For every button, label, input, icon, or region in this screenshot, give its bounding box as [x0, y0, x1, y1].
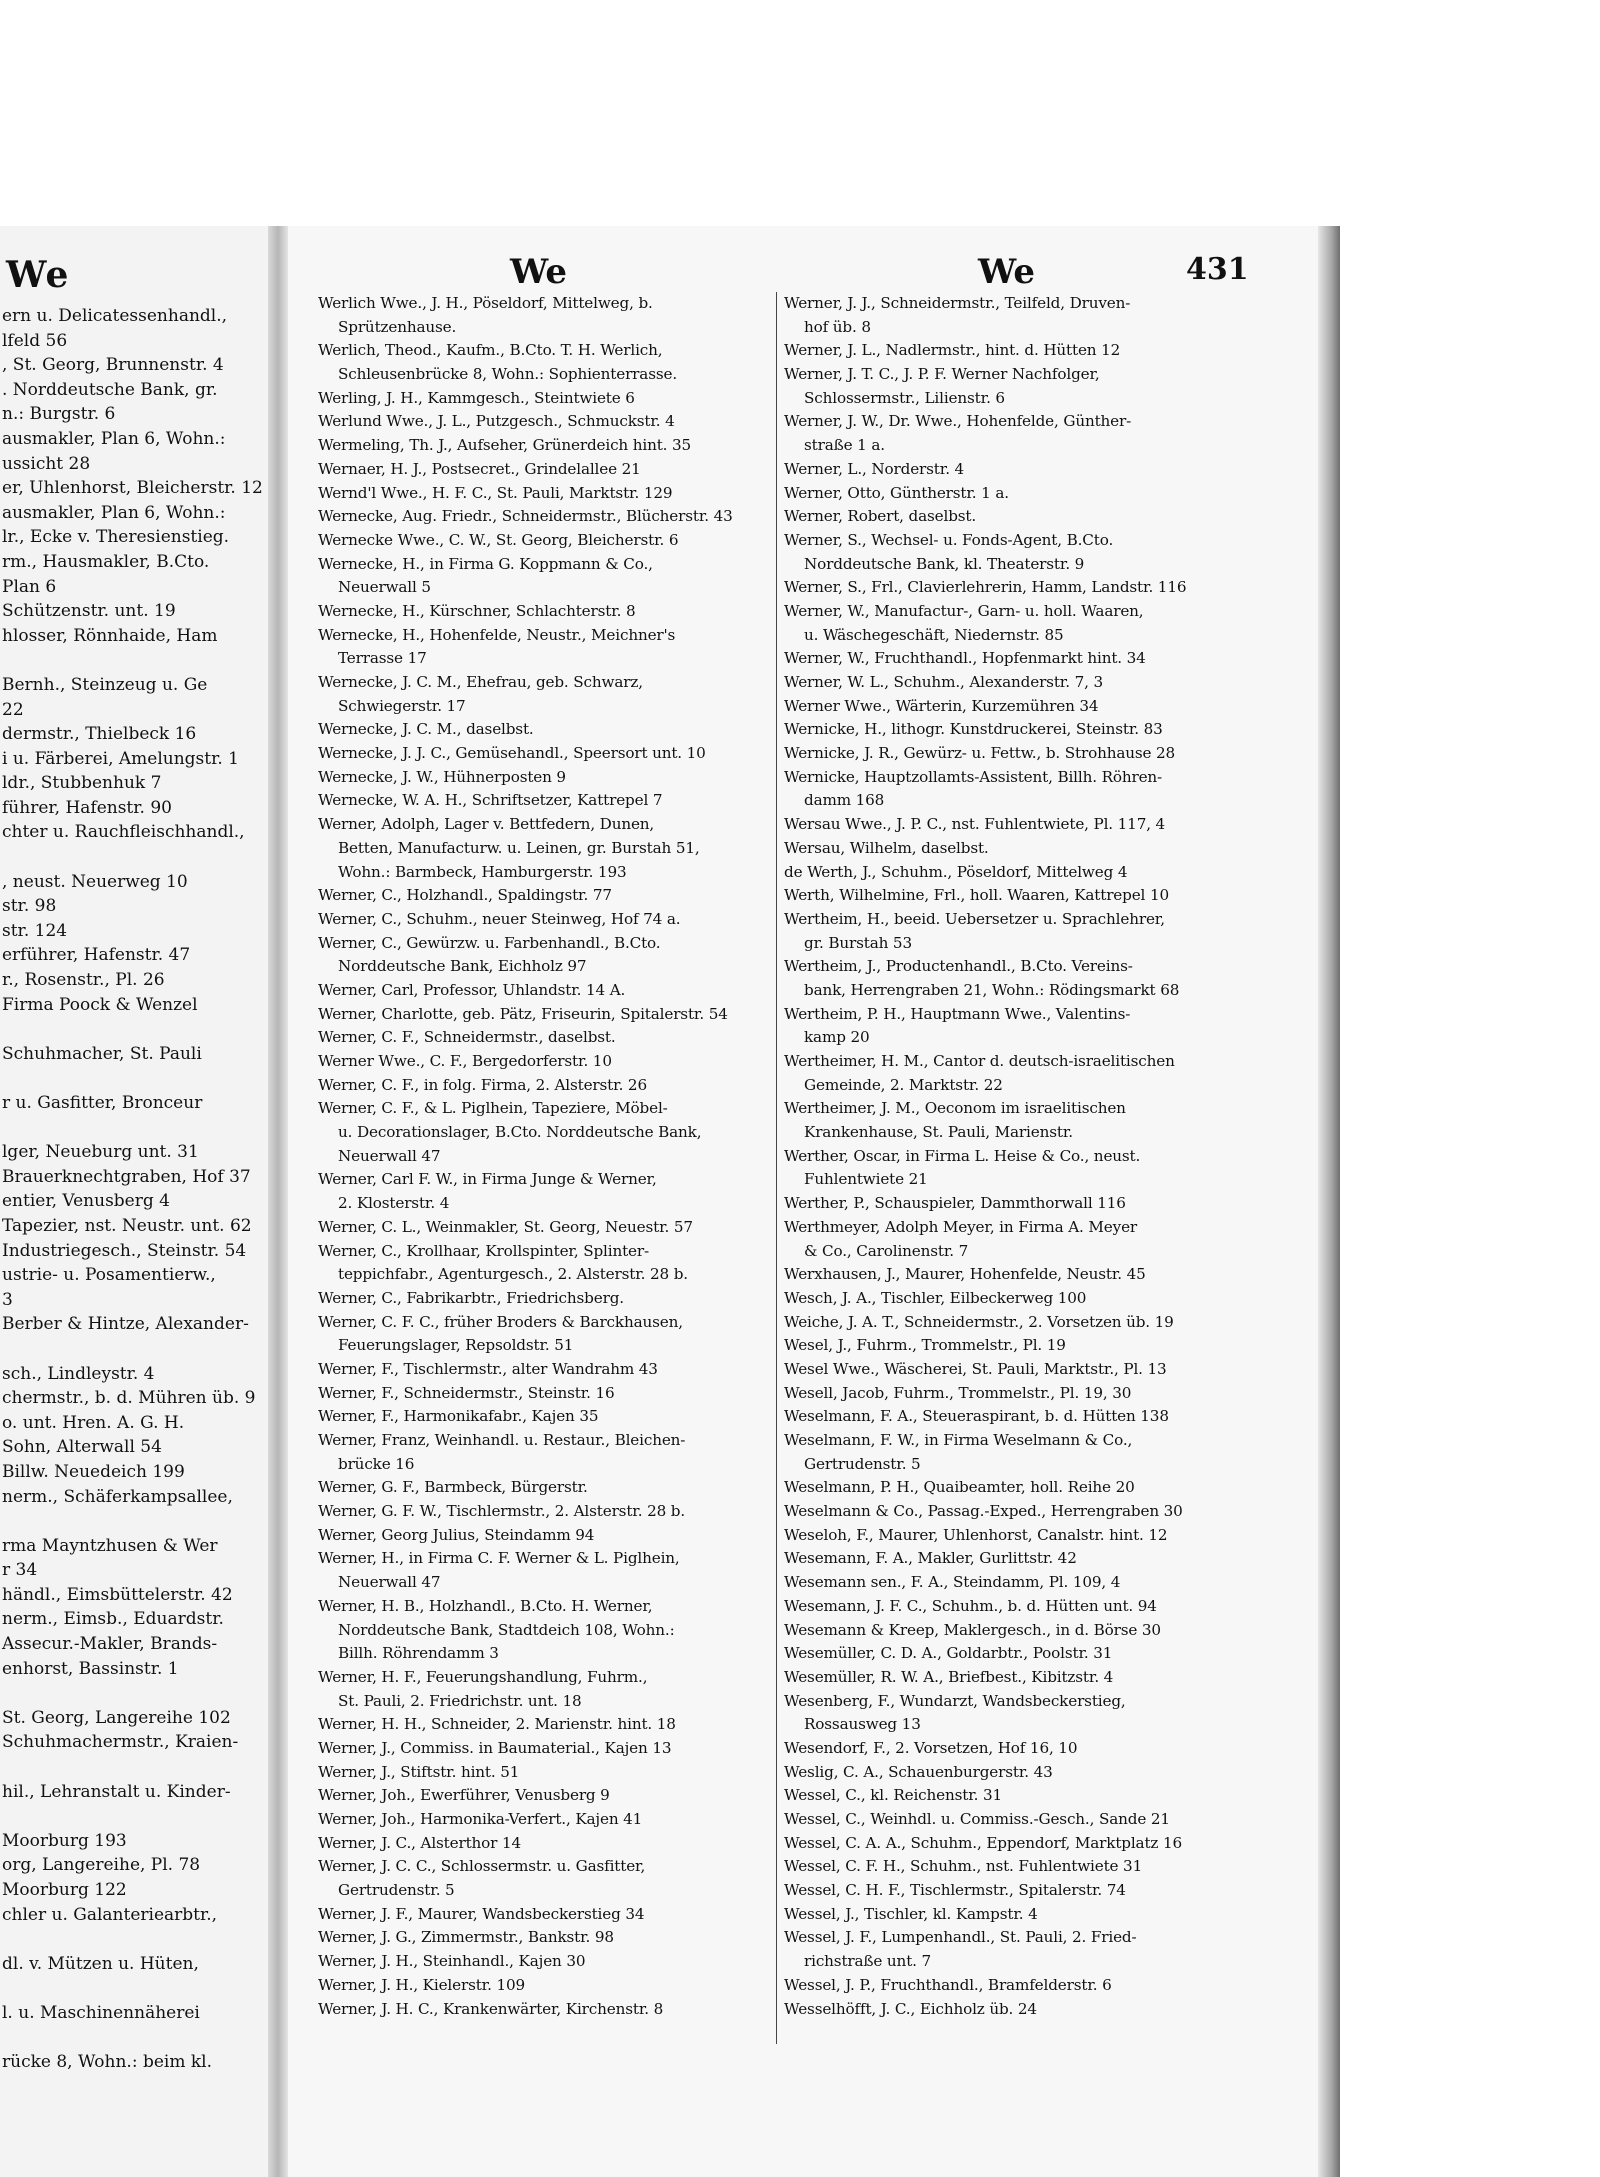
directory-entry-line: Werner, J. H., Kielerstr. 109 [318, 1975, 526, 1994]
directory-entry-line: Werner, J., Commiss. in Baumaterial., Kajen 13 [318, 1738, 672, 1757]
directory-entry-line: Wessel, J. F., Lumpenhandl., St. Pauli, 2. Fried- [784, 1928, 1137, 1947]
left-page-header: We [6, 254, 71, 296]
directory-entry-line: Gemeinde, 2. Marktstr. 22 [804, 1075, 1003, 1094]
left-page-line: r 34 [2, 1560, 38, 1581]
directory-entry-line: Werner, L., Norderstr. 4 [784, 459, 965, 478]
left-page-line: nerm., Eimsb., Eduardstr. [2, 1609, 224, 1630]
directory-entry-line: Weslig, C. A., Schauenburgerstr. 43 [784, 1762, 1053, 1781]
left-page-line: Billw. Neuedeich 199 [2, 1461, 185, 1482]
directory-entry-line: Werner, F., Schneidermstr., Steinstr. 16 [318, 1383, 615, 1402]
directory-entry-line: damm 168 [804, 791, 885, 810]
directory-entry-line: Wesemüller, C. D. A., Goldarbtr., Poolstr. 31 [784, 1644, 1113, 1663]
directory-entry-line: Werner, J. J., Schneidermstr., Teilfeld, Druven- [784, 294, 1131, 312]
directory-entry-line: Werner, C. F. C., früher Broders & Barckhausen, [318, 1312, 683, 1331]
directory-entry-line: Werner, J. T. C., J. P. F. Werner Nachfolger, [784, 365, 1100, 384]
directory-entry-line: Wertheimer, J. M., Oeconom im israelitischen [784, 1099, 1126, 1118]
directory-entry-line: Wertheim, H., beeid. Uebersetzer u. Sprachlehrer, [784, 909, 1165, 928]
directory-entry-line: Wessel, C., Weinhdl. u. Commiss.-Gesch., Sande 21 [784, 1810, 1170, 1828]
left-page-line: ussicht 28 [2, 453, 91, 474]
directory-entry-line: Neuerwall 47 [338, 1573, 441, 1592]
directory-entry-line: Feuerungslager, Repsoldstr. 51 [338, 1336, 574, 1355]
directory-entry-line: St. Pauli, 2. Friedrichstr. unt. 18 [338, 1691, 582, 1710]
left-page-line: 22 [2, 699, 24, 720]
directory-entry-line: Werner, Otto, Güntherstr. 1 a. [784, 483, 1009, 502]
left-page-line: , St. Georg, Brunnenstr. 4 [2, 355, 224, 376]
left-page-line [0, 845, 268, 870]
directory-entry-line: Wernicke, Hauptzollamts-Assistent, Billh. Röhren- [784, 767, 1163, 786]
book-gutter [268, 226, 288, 2177]
directory-entry-line: straße 1 a. [804, 436, 885, 455]
directory-entry-line: Werner, Robert, daselbst. [784, 507, 977, 526]
directory-entry-line: Werner Wwe., C. F., Bergedorferstr. 10 [318, 1052, 612, 1070]
left-page-line: Firma Poock & Wenzel [2, 994, 198, 1015]
left-page-line: ausmakler, Plan 6, Wohn.: [2, 428, 226, 449]
directory-entry-line: Werner, Adolph, Lager v. Bettfedern, Dunen, [318, 815, 655, 834]
directory-entry-line: Billh. Röhrendamm 3 [338, 1644, 499, 1663]
left-page-line: l. u. Maschinennäherei [2, 2002, 200, 2023]
left-page-line: hlosser, Rönnhaide, Ham [2, 625, 218, 646]
left-page-line: ern u. Delicatessenhandl., [2, 306, 228, 326]
directory-entry-line: Wernicke, J. R., Gewürz- u. Fettw., b. Strohhause 28 [784, 744, 1176, 763]
left-page-line [0, 1017, 268, 1042]
directory-entry-line: Wersau, Wilhelm, daselbst. [784, 838, 989, 857]
directory-entry-line: Werner, J. F., Maurer, Wandsbeckerstieg 34 [318, 1904, 645, 1923]
directory-entry-line: brücke 16 [338, 1454, 415, 1473]
directory-entry-line: richstraße unt. 7 [804, 1952, 932, 1971]
left-page-line [0, 1755, 268, 1780]
directory-entry-line: Werner, F., Harmonikafabr., Kajen 35 [318, 1407, 599, 1426]
directory-entry-line: Werner, C., Gewürzw. u. Farbenhandl., B.Cto. [318, 933, 661, 952]
left-page-line: erführer, Hafenstr. 47 [2, 945, 191, 966]
left-page-line: ldr., Stubbenhuk 7 [2, 773, 162, 794]
directory-entry-line: Weiche, J. A. T., Schneidermstr., 2. Vorsetzen üb. 19 [784, 1312, 1174, 1331]
directory-entry-line: Wernecke Wwe., C. W., St. Georg, Bleicherstr. 6 [318, 530, 679, 549]
directory-entry-line: Wernecke, J. J. C., Gemüsehandl., Speersort unt. 10 [318, 744, 706, 763]
left-page-line: chter u. Rauchfleischhandl., [2, 822, 245, 843]
left-page-line: St. Georg, Langereihe 102 [2, 1707, 231, 1728]
directory-entry-line: Wernicke, H., lithogr. Kunstdruckerei, Steinstr. 83 [784, 720, 1163, 739]
directory-entry-line: Werlich Wwe., J. H., Pöseldorf, Mittelweg, b. [318, 294, 653, 312]
left-page-line: Sohn, Alterwall 54 [2, 1437, 162, 1458]
directory-entry-line: Sprützenhause. [338, 317, 457, 336]
directory-entry-line: Wernd'l Wwe., H. F. C., St. Pauli, Marktstr. 129 [318, 483, 673, 502]
left-page-line: chler u. Galanteriearbtr., [2, 1904, 218, 1925]
directory-entry-line: Wernecke, Aug. Friedr., Schneidermstr., Blücherstr. 43 [318, 507, 733, 526]
left-page-line: chermstr., b. d. Mühren üb. 9 [2, 1388, 256, 1409]
directory-entry-line: Werth, Wilhelmine, Frl., holl. Waaren, Kattrepel 10 [784, 886, 1169, 905]
left-page-line: 3 [2, 1289, 13, 1310]
directory-entry-line: Wessel, C. F. H., Schuhm., nst. Fuhlentwiete 31 [784, 1857, 1143, 1876]
directory-column-right [784, 292, 1252, 2021]
directory-entry-line: Werlund Wwe., J. L., Putzgesch., Schmuckstr. 4 [318, 412, 675, 431]
directory-entry-line: Werner, H. B., Holzhandl., B.Cto. H. Werner, [318, 1596, 653, 1615]
directory-entry-line: Wernecke, H., Hohenfelde, Neustr., Meichner's [318, 625, 676, 644]
left-page-line: lr., Ecke v. Theresienstieg. [2, 527, 230, 548]
directory-entry-line: Wersau Wwe., J. P. C., nst. Fuhlentwiete, Pl. 117, 4 [784, 815, 1166, 834]
left-page-line: lger, Neueburg unt. 31 [2, 1142, 199, 1163]
directory-entry-line: Werner, W., Manufactur-, Garn- u. holl. Waaren, [784, 601, 1144, 620]
directory-entry-line: Wernecke, H., in Firma G. Koppmann & Co., [318, 554, 653, 573]
directory-entry-line: Wesell, Jacob, Fuhrm., Trommelstr., Pl. 19, 30 [784, 1383, 1132, 1402]
directory-entry-line: Werner, C. F., Schneidermstr., daselbst. [318, 1028, 616, 1047]
directory-entry-line: Werner, J. G., Zimmermstr., Bankstr. 98 [318, 1928, 614, 1947]
page-edge [1318, 226, 1340, 2177]
left-page-line: o. unt. Hren. A. G. H. [2, 1412, 185, 1433]
directory-entry-line: Wesemann sen., F. A., Steindamm, Pl. 109, 4 [784, 1573, 1121, 1592]
directory-entry-line: Weseloh, F., Maurer, Uhlenhorst, Canalstr. hint. 12 [784, 1525, 1168, 1544]
directory-entry-line: Werlich, Theod., Kaufm., B.Cto. T. H. Werlich, [318, 341, 663, 360]
directory-entry-line: Werxhausen, J., Maurer, Hohenfelde, Neustr. 45 [784, 1265, 1146, 1284]
left-page-line: Assecur.-Makler, Brands- [2, 1634, 218, 1655]
directory-entry-line: kamp 20 [804, 1028, 870, 1047]
directory-entry-line: Werner, C. F., & L. Piglhein, Tapeziere, Möbel- [318, 1099, 668, 1118]
directory-entry-line: Wernecke, H., Kürschner, Schlachterstr. 8 [318, 601, 636, 620]
directory-entry-line: Werling, J. H., Kammgesch., Steintwiete 6 [318, 388, 635, 407]
left-page-line: entier, Venusberg 4 [2, 1191, 170, 1212]
directory-entry-line: Werner, J. H., Steinhandl., Kajen 30 [318, 1952, 586, 1971]
left-page-line: Moorburg 193 [2, 1830, 127, 1851]
directory-entry-line: gr. Burstah 53 [804, 933, 912, 952]
directory-entry-line: Wesenberg, F., Wundarzt, Wandsbeckerstieg, [784, 1691, 1126, 1710]
directory-entry-line: Wernecke, W. A. H., Schriftsetzer, Kattrepel 7 [318, 791, 663, 810]
left-page-line: Industriegesch., Steinstr. 54 [2, 1240, 247, 1261]
directory-entry-line: Betten, Manufacturw. u. Leinen, gr. Burstah 51, [338, 838, 700, 857]
directory-entry-line: Terrasse 17 [338, 649, 427, 668]
directory-entry-line: Wesch, J. A., Tischler, Eilbeckerweg 100 [784, 1288, 1087, 1307]
directory-entry-line: Werner, C., Krollhaar, Krollspinter, Splinter- [318, 1241, 649, 1260]
directory-entry-line: Wesemann, F. A., Makler, Gurlittstr. 42 [784, 1549, 1077, 1568]
directory-entry-line: de Werth, J., Schuhm., Pöseldorf, Mittelweg 4 [784, 862, 1128, 881]
left-page-line: str. 98 [2, 896, 57, 917]
left-page-line: str. 124 [2, 920, 68, 941]
left-page-line: dl. v. Mützen u. Hüten, [2, 1953, 199, 1974]
directory-entry-line: Werner Wwe., Wärterin, Kurzemühren 34 [784, 696, 1099, 715]
left-page-line: r u. Gasfitter, Bronceur [2, 1093, 203, 1113]
directory-entry-line: Wesemüller, R. W. A., Briefbest., Kibitzstr. 4 [784, 1667, 1114, 1686]
directory-entry-line: Werner, Joh., Ewerführer, Venusberg 9 [318, 1786, 610, 1805]
left-page [0, 226, 268, 2177]
left-page-line [0, 1066, 268, 1091]
left-page-line [0, 1337, 268, 1362]
left-page-line: nerm., Schäferkampsallee, [2, 1486, 233, 1507]
directory-entry-line: Norddeutsche Bank, Eichholz 97 [338, 957, 587, 976]
directory-entry-line: bank, Herrengraben 21, Wohn.: Rödingsmarkt 68 [804, 980, 1180, 999]
left-page-line: Moorburg 122 [2, 1880, 127, 1900]
directory-entry-line: Werner, J. L., Nadlermstr., hint. d. Hütten 12 [784, 341, 1121, 360]
left-page-line: n.: Burgstr. 6 [2, 404, 116, 425]
directory-entry-line: Wernecke, J. W., Hühnerposten 9 [318, 767, 566, 786]
directory-entry-line: Wessel, J. P., Fruchthandl., Bramfelderstr. 6 [784, 1975, 1112, 1994]
directory-entry-line: 2. Klosterstr. 4 [338, 1194, 450, 1213]
directory-entry-line: Wesendorf, F., 2. Vorsetzen, Hof 16, 10 [784, 1738, 1078, 1757]
left-page-line: händl., Eimsbüttelerstr. 42 [2, 1584, 233, 1605]
left-page-line: hil., Lehranstalt u. Kinder- [2, 1781, 231, 1802]
left-page-line: sch., Lindleystr. 4 [2, 1363, 155, 1384]
directory-entry-line: Weselmann, F. A., Steueraspirant, b. d. Hütten 138 [784, 1407, 1169, 1426]
directory-entry-line: u. Wäschegeschäft, Niedernstr. 85 [804, 625, 1064, 644]
directory-entry-line: & Co., Carolinenstr. 7 [804, 1241, 969, 1260]
left-page-line: i u. Färberei, Amelungstr. 1 [2, 748, 239, 769]
directory-entry-line: Werther, Oscar, in Firma L. Heise & Co., neust. [784, 1146, 1141, 1165]
left-page-line: . Norddeutsche Bank, gr. [2, 379, 218, 400]
left-page-line: dermstr., Thielbeck 16 [2, 724, 197, 745]
directory-entry-line: Werther, P., Schauspieler, Dammthorwall 116 [784, 1194, 1126, 1213]
directory-entry-line: Wernecke, J. C. M., Ehefrau, geb. Schwarz, [318, 673, 643, 691]
left-page-line: Schuhmachermstr., Kraien- [2, 1732, 239, 1753]
left-page-line: Schützenstr. unt. 19 [2, 601, 176, 622]
directory-entry-line: Krankenhause, St. Pauli, Marienstr. [804, 1123, 1073, 1142]
directory-entry-line: Weselmann, F. W., in Firma Weselmann & Co., [784, 1431, 1133, 1449]
directory-entry-line: Wohn.: Barmbeck, Hamburgerstr. 193 [338, 862, 627, 881]
directory-entry-line: Werner, J., Stiftstr. hint. 51 [318, 1762, 520, 1781]
directory-entry-line: Werner, J. H. C., Krankenwärter, Kirchenstr. 8 [318, 1999, 664, 2018]
left-page-line: rma Mayntzhusen & Wer [2, 1535, 218, 1556]
directory-entry-line: Weselmann & Co., Passag.-Exped., Herrengraben 30 [784, 1502, 1183, 1521]
left-page-line [0, 1804, 268, 1829]
left-page-line: Plan 6 [2, 576, 57, 597]
directory-entry-line: Werner, F., Tischlermstr., alter Wandrahm 43 [318, 1359, 658, 1378]
left-page-line: enhorst, Bassinstr. 1 [2, 1658, 179, 1679]
directory-entry-line: Werner, Carl F. W., in Firma Junge & Werner, [318, 1170, 657, 1189]
directory-entry-line: Norddeutsche Bank, kl. Theaterstr. 9 [804, 554, 1085, 573]
directory-entry-line: Werner, C., Holzhandl., Spaldingstr. 77 [318, 886, 612, 905]
directory-entry-line: Wessel, C., kl. Reichenstr. 31 [784, 1786, 1003, 1805]
column-divider [776, 292, 777, 2044]
directory-entry-line: u. Decorationslager, B.Cto. Norddeutsche Bank, [338, 1123, 702, 1142]
left-page-line: , neust. Neuerweg 10 [2, 871, 188, 892]
directory-entry-line: Fuhlentwiete 21 [804, 1170, 928, 1189]
running-header-left: We [510, 252, 568, 292]
directory-entry-line: Werner, Georg Julius, Steindamm 94 [318, 1525, 595, 1544]
directory-entry-line: Werner, C. L., Weinmakler, St. Georg, Neuestr. 57 [318, 1217, 693, 1236]
left-page-line: r., Rosenstr., Pl. 26 [2, 970, 165, 991]
directory-entry-line: Neuerwall 47 [338, 1146, 441, 1165]
running-header-right: We [978, 252, 1036, 292]
directory-entry-line: Wessel, J., Tischler, kl. Kampstr. 4 [784, 1904, 1038, 1923]
left-page-line: Tapezier, nst. Neustr. unt. 62 [2, 1215, 252, 1236]
directory-entry-line: Werner, G. F., Barmbeck, Bürgerstr. [318, 1478, 588, 1497]
left-page-line: lfeld 56 [2, 330, 68, 351]
directory-entry-line: Wesel, J., Fuhrm., Trommelstr., Pl. 19 [784, 1336, 1066, 1355]
left-page-line [0, 2026, 268, 2051]
directory-entry-line: Wesemann, J. F. C., Schuhm., b. d. Hütten unt. 94 [784, 1596, 1157, 1615]
directory-entry-line: Werner, C., Schuhm., neuer Steinweg, Hof 74 a. [318, 909, 681, 928]
directory-entry-line: Werner, J. C., Alsterthor 14 [318, 1833, 521, 1852]
directory-entry-line: Werner, Charlotte, geb. Pätz, Friseurin, Spitalerstr. 54 [318, 1004, 728, 1023]
directory-entry-line: Schlossermstr., Lilienstr. 6 [804, 388, 1005, 407]
directory-entry-line: Wernecke, J. C. M., daselbst. [318, 720, 534, 739]
left-page-line [0, 1116, 268, 1141]
left-page-line: führer, Hafenstr. 90 [2, 797, 172, 818]
left-page-line [0, 648, 268, 673]
directory-entry-line: Wertheimer, H. M., Cantor d. deutsch-israelitischen [784, 1052, 1175, 1070]
directory-entry-line: Werner, J. C. C., Schlossermstr. u. Gasfitter, [318, 1857, 646, 1876]
directory-entry-line: Wertheim, P. H., Hauptmann Wwe., Valentins- [784, 1004, 1131, 1023]
directory-entry-line: Werner, C. F., in folg. Firma, 2. Alsterstr. 26 [318, 1075, 647, 1094]
left-page-line: org, Langereihe, Pl. 78 [2, 1855, 201, 1876]
left-page-line: er, Uhlenhorst, Bleicherstr. 12 [2, 478, 263, 499]
directory-entry-line: Wernaer, H. J., Postsecret., Grindelallee 21 [318, 459, 641, 478]
directory-entry-line: Wessel, C. A. A., Schuhm., Eppendorf, Marktplatz 16 [784, 1833, 1182, 1852]
directory-entry-line: Weselmann, P. H., Quaibeamter, holl. Reihe 20 [784, 1478, 1135, 1497]
directory-entry-line: Wesel Wwe., Wäscherei, St. Pauli, Marktstr., Pl. 13 [784, 1359, 1167, 1378]
directory-entry-line: Werner, W., Fruchthandl., Hopfenmarkt hint. 34 [784, 649, 1146, 668]
page-number: 431 [1186, 252, 1249, 287]
left-page-line: Berber & Hintze, Alexander- [2, 1314, 249, 1335]
directory-entry-line: Werner, W. L., Schuhm., Alexanderstr. 7, 3 [784, 673, 1103, 691]
directory-entry-line: Wesselhöfft, J. C., Eichholz üb. 24 [784, 1999, 1037, 2018]
directory-entry-line: Werner, H. F., Feuerungshandlung, Fuhrm., [318, 1667, 648, 1686]
left-page-line [0, 1976, 268, 2001]
directory-entry-line: Norddeutsche Bank, Stadtdeich 108, Wohn.: [338, 1620, 675, 1639]
directory-entry-line: Werner, J. W., Dr. Wwe., Hohenfelde, Günther- [784, 412, 1132, 431]
directory-entry-line: Werner, H. H., Schneider, 2. Marienstr. hint. 18 [318, 1715, 676, 1734]
directory-entry-line: Gertrudenstr. 5 [338, 1881, 455, 1900]
directory-entry-line: Neuerwall 5 [338, 578, 431, 597]
directory-entry-line: Gertrudenstr. 5 [804, 1454, 921, 1473]
directory-entry-line: Werner, C., Fabrikarbtr., Friedrichsberg. [318, 1288, 624, 1307]
left-page-line: rm., Hausmakler, B.Cto. [2, 551, 210, 572]
directory-entry-line: Werner, Carl, Professor, Uhlandstr. 14 A. [318, 980, 626, 999]
left-page-line: ausmakler, Plan 6, Wohn.: [2, 502, 226, 523]
left-page-line: Bernh., Steinzeug u. Ge [2, 674, 208, 695]
left-page-line: ustrie- u. Posamentierw., [2, 1265, 216, 1286]
directory-entry-line: Wermeling, Th. J., Aufseher, Grünerdeich hint. 35 [318, 436, 692, 455]
directory-entry-line: Werner, G. F. W., Tischlermstr., 2. Alsterstr. 28 b. [318, 1502, 686, 1521]
directory-column-left [318, 292, 774, 2021]
left-page-line: rücke 8, Wohn.: beim kl. [2, 2052, 213, 2073]
directory-entry-line: teppichfabr., Agenturgesch., 2. Alsterstr. 28 b. [338, 1265, 688, 1284]
directory-entry-line: Werner, S., Wechsel- u. Fonds-Agent, B.Cto. [784, 530, 1114, 549]
left-page-line [0, 1681, 268, 1706]
directory-entry-line: Wessel, C. H. F., Tischlermstr., Spitalerstr. 74 [784, 1881, 1126, 1900]
directory-entry-line: Schleusenbrücke 8, Wohn.: Sophienterrasse. [338, 365, 677, 384]
left-page-line: Brauerknechtgraben, Hof 37 [2, 1166, 251, 1187]
directory-entry-line: Werthmeyer, Adolph Meyer, in Firma A. Meyer [784, 1217, 1138, 1236]
left-page-text [0, 304, 268, 2075]
directory-entry-line: Rossausweg 13 [804, 1715, 921, 1734]
left-page-line: Schuhmacher, St. Pauli [2, 1043, 202, 1064]
directory-entry-line: hof üb. 8 [804, 317, 871, 336]
directory-entry-line: Werner, Franz, Weinhandl. u. Restaur., Bleichen- [318, 1431, 686, 1449]
left-page-line [0, 1927, 268, 1952]
directory-entry-line: Wesemann & Kreep, Maklergesch., in d. Börse 30 [784, 1620, 1161, 1639]
directory-entry-line: Werner, H., in Firma C. F. Werner & L. Piglhein, [318, 1549, 680, 1568]
left-page-line [0, 1509, 268, 1534]
directory-entry-line: Wertheim, J., Productenhandl., B.Cto. Vereins- [784, 957, 1133, 976]
directory-entry-line: Werner, Joh., Harmonika-Verfert., Kajen 41 [318, 1810, 643, 1828]
directory-entry-line: Schwiegerstr. 17 [338, 696, 466, 715]
directory-entry-line: Werner, S., Frl., Clavierlehrerin, Hamm, Landstr. 116 [784, 578, 1187, 597]
